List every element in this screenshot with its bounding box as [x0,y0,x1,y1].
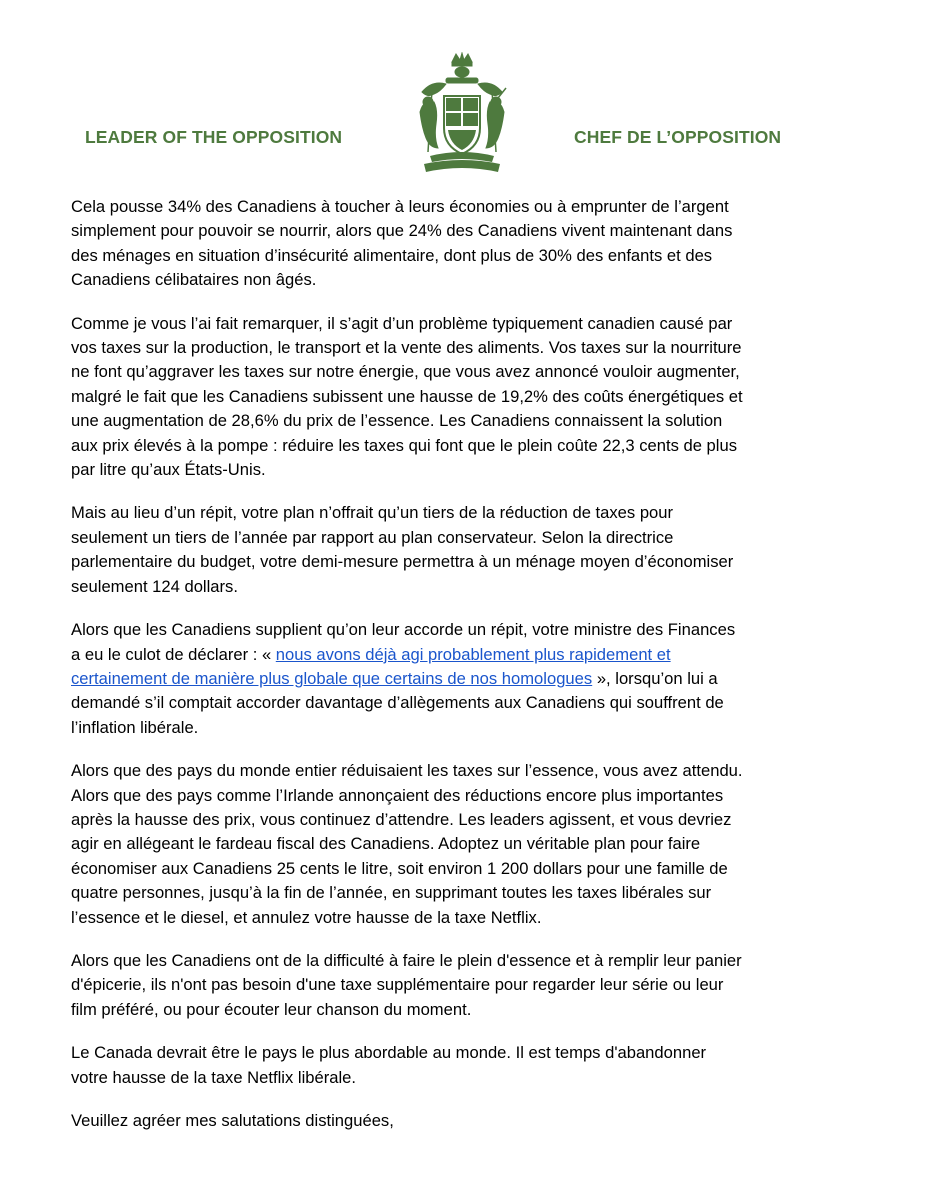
text-line: a eu le culot de déclarer : « [71,644,276,664]
paragraph-6 [71,949,851,1022]
text-line: Alors que les Canadiens supplient qu’on leur accorde un répit, votre ministre des Finances [71,620,736,640]
text-line: d'épicerie, ils n'ont pas besoin d'une taxe supplémentaire pour regarder leur série ou leur [71,975,724,995]
letter-body [71,195,851,1152]
paragraph-4 [71,618,851,740]
text-line: agir en allégeant le fardeau fiscal des Canadiens. Adoptez un véritable plan pour faire [71,834,701,854]
quote-link-text: certainement de manière plus globale que certains de nos homologues [71,668,593,688]
text-line: Alors que les Canadiens ont de la difficulté à faire le plein d'essence et à remplir leur panier [71,950,742,970]
text-line: quatre personnes, jusqu’à la fin de l’année, en supprimant toutes les taxes libérales sur [71,883,712,903]
text-line: », lorsqu’on lui a [592,668,718,688]
text-line: Alors que des pays du monde entier réduisaient les taxes sur l’essence, vous avez attendu. [71,761,743,781]
quote-link-text: nous avons déjà agi probablement plus rapidement et [275,644,671,664]
paragraph-2 [71,312,851,483]
text-line: simplement pour pouvoir se nourrir, alors que 24% des Canadiens vivent maintenant dans [71,221,733,241]
paragraph-1 [71,195,851,293]
letterhead-french-title: CHEF DE L’OPPOSITION [574,127,782,147]
text-line: après la hausse des prix, vous continuez d’attendre. Les leaders agissent, et vous devriez [71,809,732,829]
paragraph-5 [71,759,851,930]
text-line: des ménages en situation d’insécurité alimentaire, dont plus de 30% des enfants et des [71,245,713,265]
text-line: vos taxes sur la production, le transport et la vente des aliments. Vos taxes sur la nourriture [71,338,742,358]
text-line: aux prix élevés à la pompe : réduire les taxes qui font que le plein coûte 22,3 cents de plus [71,435,738,455]
text-line: Le Canada devrait être le pays le plus abordable au monde. Il est temps d'abandonner [71,1043,707,1063]
text-line: Mais au lieu d’un répit, votre plan n’offrait qu’un tiers de la réduction de taxes pour [71,503,674,523]
text-line: économiser aux Canadiens 25 cents le litre, soit environ 1 200 dollars pour une famille de [71,858,728,878]
text-line: parlementaire du budget, votre demi-mesure permettra à un ménage moyen d’économiser [71,552,734,572]
paragraph-3 [71,501,851,599]
text-line: seulement un tiers de l’année par rapport au plan conservateur. Selon la directrice [71,527,674,547]
text-line: votre hausse de la taxe Netflix libérale. [71,1067,357,1087]
text-line: l’inflation libérale. [71,717,199,737]
letterhead-english-title: LEADER OF THE OPPOSITION [85,127,343,147]
text-line: Comme je vous l’ai fait remarquer, il s’agit d’un problème typiquement canadien causé par [71,313,733,333]
text-line: film préféré, ou pour écouter leur chanson du moment. [71,999,472,1019]
text-line: par litre qu’aux États-Unis. [71,460,266,480]
text-line: l’essence et le diesel, et annulez votre hausse de la taxe Netflix. [71,907,542,927]
coat-of-arms-crest [412,52,512,178]
paragraph-7 [71,1041,851,1090]
text-line: Cela pousse 34% des Canadiens à toucher à leurs économies ou à emprunter de l’argent [71,197,729,216]
text-line: seulement 124 dollars. [71,576,238,596]
text-line: une augmentation de 28,6% du prix de l’essence. Les Canadiens connaissent la solution [71,411,723,431]
closing-line: Veuillez agréer mes salutations distinguées, [71,1111,394,1130]
letterhead [0,0,928,190]
text-line: Alors que des pays comme l’Irlande annonçaient des réductions encore plus importantes [71,785,724,805]
text-line: Canadiens célibataires non âgés. [71,270,317,290]
text-line: malgré le fait que les Canadiens subissent une hausse de 19,2% des coûts énergétiques et [71,386,743,406]
text-line: demandé s’il comptait accorder davantage d’allègements aux Canadiens qui souffrent de [71,693,724,713]
text-line: ne font qu’aggraver les taxes sur notre énergie, que vous avez annoncé vouloir augmenter, [71,362,740,382]
